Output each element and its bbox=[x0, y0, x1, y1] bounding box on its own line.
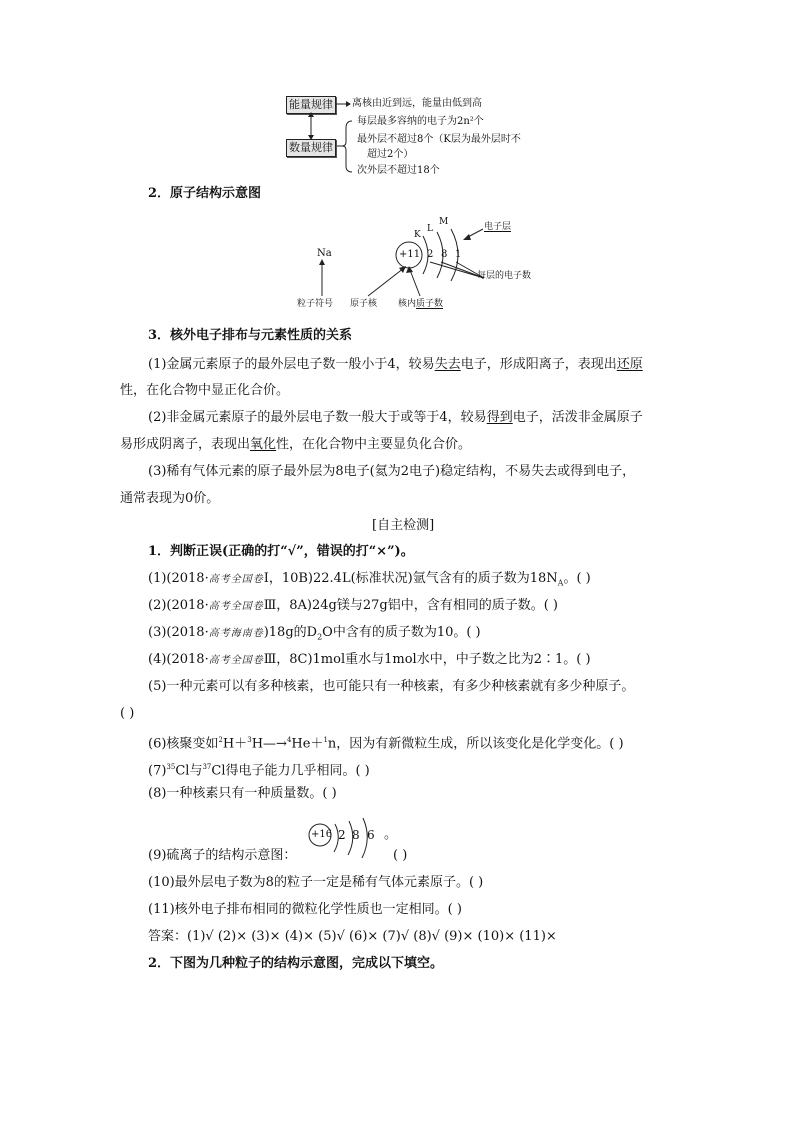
electron-layer-label: 电子层 bbox=[484, 222, 512, 232]
text: (6)核聚变如 bbox=[148, 736, 219, 752]
item-5-line-2: ( ) bbox=[120, 706, 135, 721]
text: (3)(2018· bbox=[148, 625, 209, 640]
section-3-title: 3．核外电子排布与元素性质的关系 bbox=[148, 328, 353, 343]
para-1-line-2: 性，在化合物中显正化合价。 bbox=[120, 383, 290, 398]
text: 。( ) bbox=[563, 571, 591, 586]
text: (2)非金属元素原子的最外层电子数一般大于或等于4，较易 bbox=[148, 410, 487, 425]
superscript: 37 bbox=[202, 763, 212, 771]
blank-answer: 还原 bbox=[616, 357, 643, 372]
text: (1)金属元素原子的最外层电子数一般小于4，较易 bbox=[148, 357, 435, 372]
source-label: 高考全国卷 bbox=[208, 574, 264, 585]
sulfur-shell-3: 6 bbox=[367, 828, 375, 842]
quantity-rule-1: 每层最多容纳的电子为2n²个 bbox=[357, 116, 484, 127]
shell-m-count: 1 bbox=[455, 249, 462, 260]
quantity-rule-2b: 超过2个） bbox=[367, 149, 414, 160]
particle-symbol-label: 粒子符号 bbox=[297, 299, 334, 309]
shell-k-count: 2 bbox=[427, 249, 434, 260]
blank-answer: 得到 bbox=[486, 410, 513, 425]
text: (1)(2018· bbox=[148, 571, 209, 586]
quantity-rule-2a: 最外层不超过8个（K层为最外层时不 bbox=[357, 134, 521, 145]
source-label: 高考全国卷 bbox=[208, 601, 264, 612]
shell-k-label: K bbox=[414, 230, 421, 240]
text: O中含有的质子数为10。( ) bbox=[322, 625, 481, 640]
para-3-line-2: 通常表现为0价。 bbox=[120, 491, 220, 506]
text: 电子，形成阳离子，表现出 bbox=[460, 357, 617, 372]
layer-electrons-label: 每层的电子数 bbox=[477, 271, 532, 281]
text: Cl与 bbox=[175, 763, 203, 779]
text: 易形成阴离子，表现出 bbox=[120, 437, 251, 452]
text: (7) bbox=[148, 763, 167, 779]
text: Ⅲ，8A)24g镁与27g铝中，含有相同的质子数。( ) bbox=[263, 598, 558, 613]
item-5-line-1: (5)一种元素可以有多种核素，也可能只有一种核素，有多少种核素就有多少种原子。 bbox=[148, 679, 635, 694]
energy-rule-box: 能量规律 bbox=[286, 96, 336, 114]
text: (2)(2018· bbox=[148, 598, 209, 613]
item-9: (9)硫离子的结构示意图： bbox=[148, 848, 297, 863]
superscript: 2 bbox=[218, 736, 223, 744]
shell-m-label: M bbox=[439, 217, 449, 227]
text: Cl得电子能力几乎相同。( ) bbox=[211, 763, 370, 779]
energy-rule-text: 离核由近到远，能量由低到高 bbox=[352, 98, 482, 109]
item-8: (8)一种核素只有一种质量数。( ) bbox=[148, 786, 337, 801]
text: Ⅲ，8C)1mol重水与1mol水中，中子数之比为2∶1。( ) bbox=[263, 652, 591, 667]
section-2-title: 2．原子结构示意图 bbox=[148, 186, 262, 201]
superscript: 1 bbox=[323, 736, 328, 744]
proton-number-underlined: 质子数 bbox=[416, 299, 444, 309]
question-1-title: 1．判断正误(正确的打“√”，错误的打“×”)。 bbox=[148, 544, 414, 559]
item-10: (10)最外层电子数为8的粒子一定是稀有气体元素原子。( ) bbox=[148, 875, 484, 890]
text: 性，在化合物中主要显负化合价。 bbox=[276, 437, 472, 452]
superscript: 4 bbox=[286, 736, 292, 744]
source-label: 高考全国卷 bbox=[208, 655, 264, 666]
shell-l-label: L bbox=[427, 224, 433, 234]
item-11: (11)核外电子排布相同的微粒化学性质也一定相同。( ) bbox=[148, 902, 462, 917]
subscript: A bbox=[557, 578, 564, 588]
text: He＋ bbox=[291, 736, 324, 752]
sulfur-shell-1: 2 bbox=[338, 828, 346, 842]
superscript: 3 bbox=[247, 736, 252, 744]
question-2-title: 2．下图为几种粒子的结构示意图，完成以下填空。 bbox=[148, 956, 444, 971]
text: n，因为有新微粒生成，所以该变化是化学变化。( ) bbox=[327, 736, 624, 752]
item-9-answer-blank: ( ) bbox=[393, 848, 408, 863]
blank-answer: 失去 bbox=[434, 357, 461, 372]
quantity-rule-3: 次外层不超过18个 bbox=[357, 165, 440, 176]
sulfur-shell-2: 8 bbox=[352, 828, 360, 842]
text: )18g的D bbox=[263, 625, 318, 640]
subscript: 2 bbox=[317, 632, 323, 642]
text: 电子，活泼非金属原子 bbox=[512, 410, 643, 425]
para-3-line-1: (3)稀有气体元素的原子最外层为8电子(氦为2电子)稳定结构，不易失去或得到电子， bbox=[148, 464, 636, 479]
sulfur-nucleus-charge: +16 bbox=[311, 829, 333, 840]
nucleus-label: 原子核 bbox=[350, 299, 378, 309]
nucleus-charge: +11 bbox=[399, 249, 421, 260]
shell-l-count: 8 bbox=[441, 249, 448, 260]
quantity-rule-box: 数量规律 bbox=[286, 139, 336, 157]
proton-number-prefix: 核内 bbox=[398, 299, 417, 309]
element-symbol: Na bbox=[317, 248, 332, 259]
text: (4)(2018· bbox=[148, 652, 209, 667]
superscript: 35 bbox=[166, 763, 176, 771]
text: H—→ bbox=[251, 736, 287, 752]
source-label: 高考海南卷 bbox=[208, 628, 264, 639]
blank-answer: 氧化 bbox=[250, 437, 277, 452]
text: Ⅰ，10B)22.4L(标准状况)氩气含有的质子数为18N bbox=[263, 571, 558, 586]
item-9-period: 。 bbox=[384, 827, 398, 842]
text: H＋ bbox=[222, 736, 248, 752]
answer-key: 答案：(1)√ (2)× (3)× (4)× (5)√ (6)× (7)√ (8)√ (9)× (10)× (11)× bbox=[148, 929, 557, 944]
self-check-heading: [自主检测] bbox=[372, 518, 435, 533]
